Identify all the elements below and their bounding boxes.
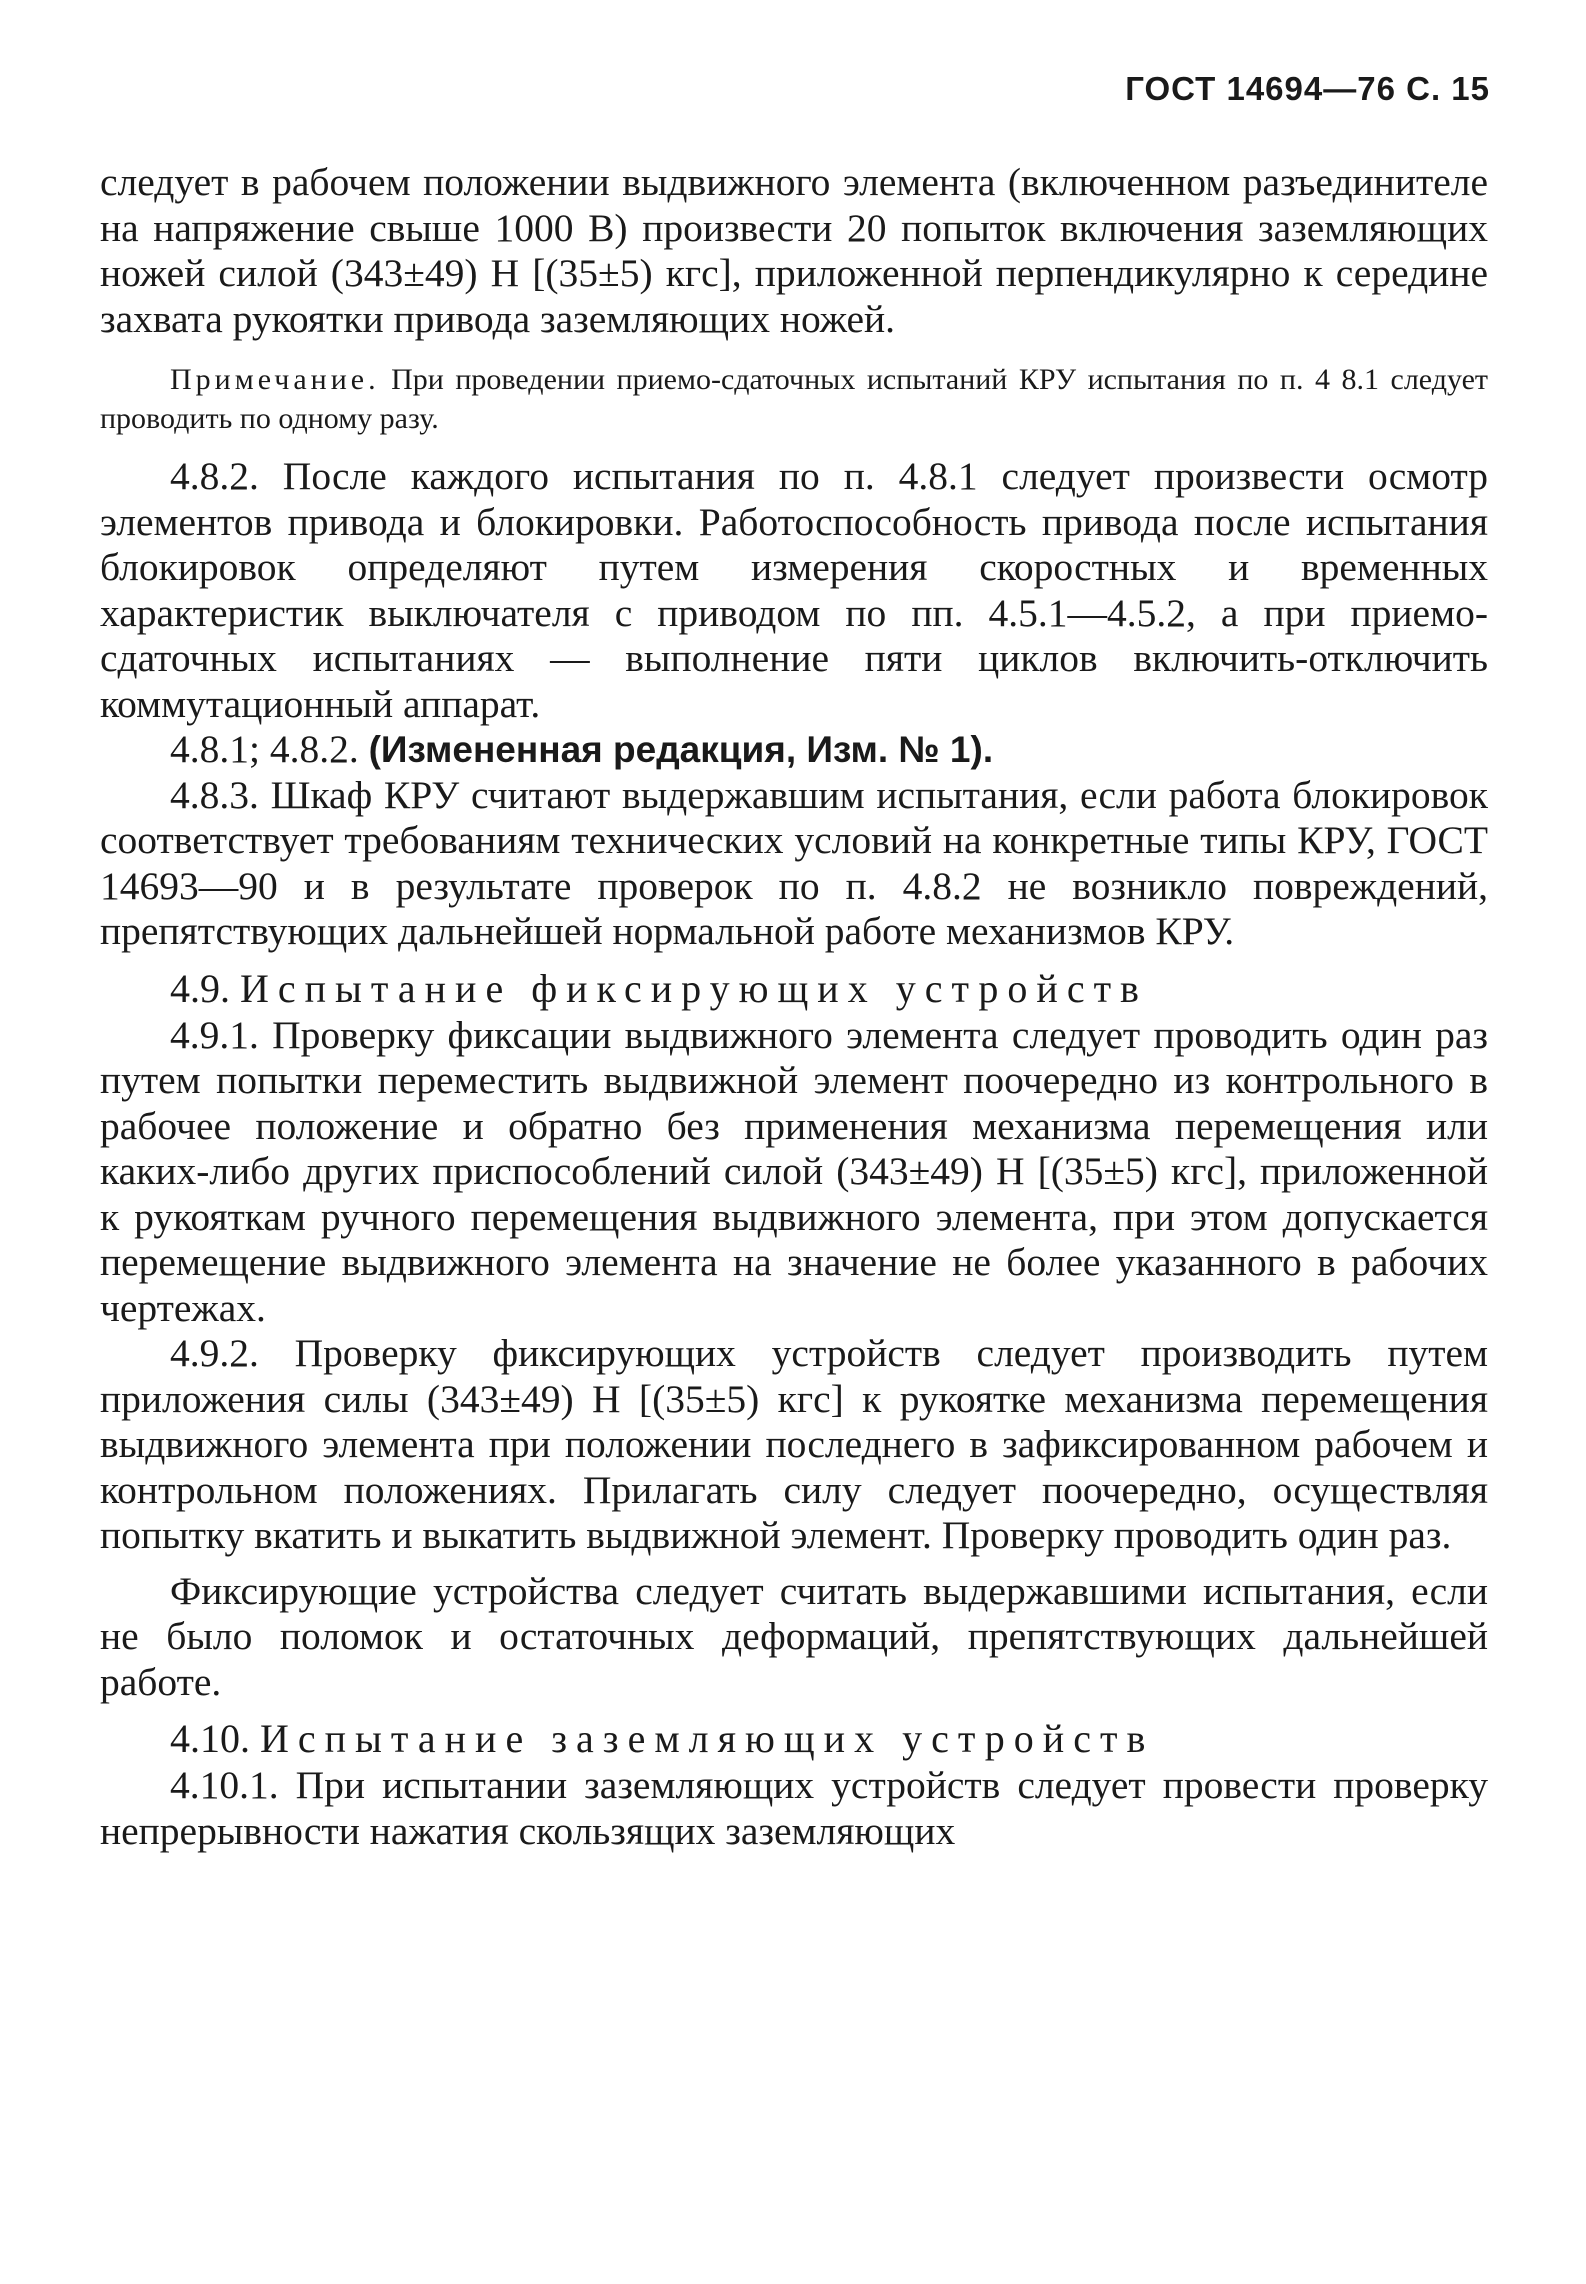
paragraph-continuation: следует в рабочем положении выдвижного элемента (включенном разъединителе на напряжение свыше 1000 В) произвести 20 попыток включения заземляющих ножей силой (343±49) Н [(35±5) кгс], приложенной перпендикулярно к середине захвата рукоятки привода заземляющих ножей.	[100, 160, 1488, 341]
spacer	[100, 1559, 1488, 1569]
heading-number: 4.9.	[170, 965, 230, 1011]
amendment-bold: (Измененная редакция, Изм. № 1).	[368, 729, 994, 770]
spacer	[100, 955, 1488, 965]
section-heading-4-10	[100, 1715, 1488, 1763]
note-text: При проведении приемо-сдаточных испытаний КРУ испытания по п. 4 8.1 следует проводить по одному разу.	[100, 363, 1488, 435]
body-text	[100, 160, 1488, 1854]
paragraph-4-9-2: 4.9.2. Проверку фиксирующих устройств следует производить путем приложения силы (343±49) Н [(35±5) кгс] к рукоятке механизма перемещения выдвижного элемента при положении последнего в зафиксированном рабочем и контрольном положениях. Прилагать силу следует поочередно, осуществляя попытку вкатить и выкатить выдвижной элемент. Проверку проводить один раз.	[100, 1331, 1488, 1557]
paragraph-fixing-devices: Фиксирующие устройства следует считать выдержавшими испытания, если не было поломок и остаточных деформаций, препятствующих дальнейшей работе.	[100, 1568, 1488, 1704]
paragraph-4-10-1: 4.10.1. При испытании заземляющих устройств следует провести проверку непрерывности нажатия скользящих заземляющих	[100, 1763, 1488, 1853]
amendment-note	[100, 727, 1488, 773]
note	[100, 360, 1488, 438]
spacer	[100, 1705, 1488, 1715]
heading-title: Испытание заземляющих устройств	[260, 1716, 1155, 1761]
running-head: ГОСТ 14694—76 С. 15	[1125, 70, 1490, 107]
paragraph-4-8-3: 4.8.3. Шкаф КРУ считают выдержавшим испытания, если работа блокировок соответствует требованиям технических условий на конкретные типы КРУ, ГОСТ 14693—90 и в результате проверок по п. 4.8.2 не возникло повреждений, препятствующих дальнейшей нормальной работе механизмов КРУ.	[100, 772, 1488, 953]
amendment-prefix: 4.8.1; 4.8.2.	[170, 727, 369, 771]
note-label: Примечание.	[170, 363, 380, 396]
heading-title: Испытание фиксирующих устройств	[240, 965, 1148, 1011]
paragraph-4-8-2: 4.8.2. После каждого испытания по п. 4.8.1 следует произвести осмотр элементов привода и блокировки. Работоспособность привода после испытания блокировок определяют путем измерения скоростных и временных характеристик выключателя с приводом по пп. 4.5.1—4.5.2, а при приемо-сдаточных испытаниях — выполнение пяти циклов включить-отключить коммутационный аппарат.	[100, 454, 1488, 726]
section-heading-4-9	[100, 965, 1488, 1013]
paragraph-4-9-1: 4.9.1. Проверку фиксации выдвижного элемента следует проводить один раз путем попытки переместить выдвижной элемент поочередно из контрольного в рабочее положение и обратно без применения механизма перемещения или каких-либо других приспособлений силой (343±49) Н [(35±5) кгс], приложенной к рукояткам ручного перемещения выдвижного элемента, при этом допускается перемещение выдвижного элемента на значение не более указанного в рабочих чертежах.	[100, 1012, 1488, 1330]
heading-number: 4.10.	[170, 1716, 250, 1761]
